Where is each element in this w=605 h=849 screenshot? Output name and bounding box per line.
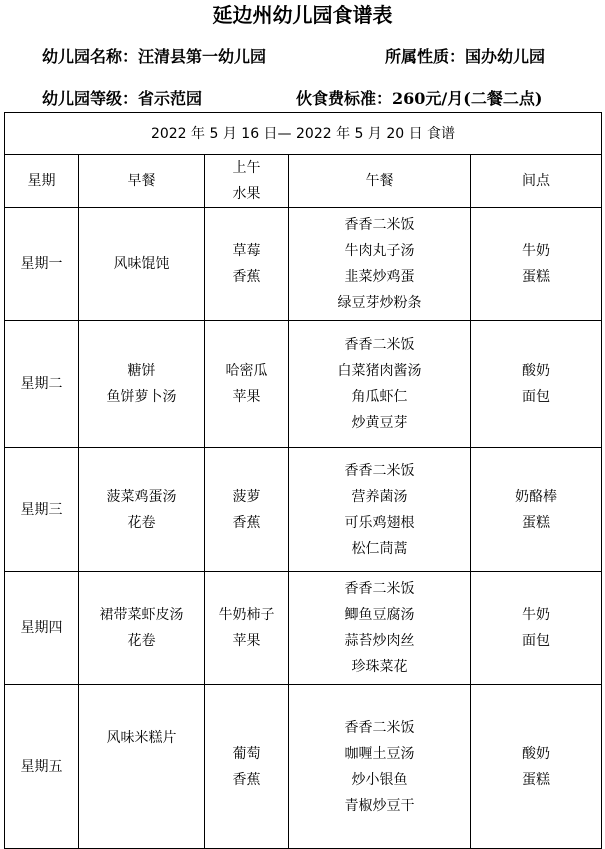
menu-table xyxy=(4,112,602,849)
lunch-cell-item: 青椒炒豆干 xyxy=(344,797,415,814)
weekday-cell: 星期五 xyxy=(5,685,79,849)
lunch-cell xyxy=(289,208,471,321)
header-weekday: 星期 xyxy=(5,155,79,208)
snack-cell xyxy=(471,208,602,321)
fruit-cell xyxy=(205,321,289,448)
snack-cell xyxy=(471,448,602,572)
fruit-cell-item: 香蕉 xyxy=(232,771,261,788)
kindergarten-name: 幼儿园名称：汪清县第一幼儿园 xyxy=(42,47,267,66)
snack-cell xyxy=(471,685,602,849)
lunch-cell-item: 牛肉丸子汤 xyxy=(344,243,415,259)
lunch-cell-item: 鲫鱼豆腐汤 xyxy=(344,607,415,623)
lunch-cell-item: 香香二米饭 xyxy=(344,337,415,353)
fruit-cell xyxy=(205,572,289,685)
header-breakfast: 早餐 xyxy=(79,155,205,208)
weekday-cell: 星期四 xyxy=(5,572,79,685)
table-row xyxy=(5,321,602,448)
breakfast-cell xyxy=(79,572,205,685)
fruit-cell-item: 哈密瓜 xyxy=(225,363,268,379)
snack-cell-item: 蛋糕 xyxy=(522,269,551,285)
lunch-cell-item: 白菜猪肉酱汤 xyxy=(337,363,422,379)
breakfast-cell xyxy=(79,208,205,321)
breakfast-cell-item: 鱼饼萝卜汤 xyxy=(106,389,177,405)
snack-cell xyxy=(471,321,602,448)
snack-cell-item: 酸奶 xyxy=(522,745,551,762)
header-fruit xyxy=(205,155,289,208)
lunch-cell xyxy=(289,572,471,685)
fruit-cell-item: 菠萝 xyxy=(232,488,261,505)
fruit-cell xyxy=(205,448,289,572)
fruit-cell-item: 草莓 xyxy=(232,243,261,259)
breakfast-cell-item: 裙带菜虾皮汤 xyxy=(99,607,184,623)
lunch-cell-item: 咖喱土豆汤 xyxy=(344,745,415,762)
lunch-cell-item: 蒜苔炒肉丝 xyxy=(344,633,415,649)
header-fruit-line2: 水果 xyxy=(232,186,261,202)
header-fruit-line1: 上午 xyxy=(232,160,261,176)
weekday-cell: 星期一 xyxy=(5,208,79,321)
breakfast-cell xyxy=(79,685,205,849)
lunch-cell-item: 松仁茼蒿 xyxy=(351,540,408,557)
table-row xyxy=(5,572,602,685)
table-row xyxy=(5,685,602,849)
table-row xyxy=(5,208,602,321)
lunch-cell-item: 珍珠菜花 xyxy=(351,659,408,675)
lunch-cell-item: 角瓜虾仁 xyxy=(351,389,408,405)
lunch-cell-item: 韭菜炒鸡蛋 xyxy=(344,269,415,285)
snack-cell-item: 蛋糕 xyxy=(522,771,551,788)
snack-cell-item: 酸奶 xyxy=(522,363,551,379)
breakfast-cell-item: 风味馄饨 xyxy=(113,256,170,272)
fruit-cell-item: 苹果 xyxy=(232,389,261,405)
date-range-row xyxy=(5,113,602,155)
snack-cell-item: 面包 xyxy=(522,633,551,649)
snack-cell-item: 面包 xyxy=(522,389,551,405)
breakfast-cell xyxy=(79,448,205,572)
breakfast-cell xyxy=(79,321,205,448)
kindergarten-type: 所属性质：国办幼儿园 xyxy=(385,47,546,66)
snack-cell-item: 牛奶 xyxy=(522,243,551,259)
fruit-cell xyxy=(205,685,289,849)
kindergarten-level: 幼儿园等级：省示范园 xyxy=(42,89,203,108)
lunch-cell-item: 绿豆芽炒粉条 xyxy=(337,295,422,311)
fruit-cell-item: 葡萄 xyxy=(232,745,261,762)
lunch-cell-item: 香香二米饭 xyxy=(344,217,415,233)
date-range: 2022 年 5 月 16 日— 2022 年 5 月 20 日 食谱 xyxy=(5,113,602,155)
fruit-cell-item: 牛奶柿子 xyxy=(218,607,275,623)
lunch-cell xyxy=(289,321,471,448)
page-title: 延边州幼儿园食谱表 xyxy=(212,3,393,27)
lunch-cell-item: 香香二米饭 xyxy=(344,581,415,597)
header-snack: 间点 xyxy=(471,155,602,208)
snack-cell-item: 奶酪棒 xyxy=(515,488,558,505)
lunch-cell xyxy=(289,685,471,849)
breakfast-cell-item: 风味米糕片 xyxy=(106,730,177,746)
lunch-cell-item: 香香二米饭 xyxy=(344,719,415,736)
weekday-cell: 星期二 xyxy=(5,321,79,448)
weekday-cell: 星期三 xyxy=(5,448,79,572)
header-lunch: 午餐 xyxy=(289,155,471,208)
breakfast-cell-item: 花卷 xyxy=(127,514,156,531)
breakfast-cell-item: 糖饼 xyxy=(127,363,156,379)
table-row xyxy=(5,448,602,572)
lunch-cell-item: 香香二米饭 xyxy=(344,462,415,479)
lunch-cell-item: 可乐鸡翅根 xyxy=(344,514,415,531)
fruit-cell-item: 香蕉 xyxy=(232,269,261,285)
snack-cell xyxy=(471,572,602,685)
meal-fee-standard: 伙食费标准：260元/月(二餐二点) xyxy=(296,89,543,108)
header-row xyxy=(5,155,602,208)
fruit-cell-item: 香蕉 xyxy=(232,514,261,531)
lunch-cell-item: 营养菌汤 xyxy=(351,488,408,505)
snack-cell-item: 牛奶 xyxy=(522,607,551,623)
snack-cell-item: 蛋糕 xyxy=(522,514,551,531)
lunch-cell xyxy=(289,448,471,572)
breakfast-cell-item: 花卷 xyxy=(127,633,156,649)
fruit-cell-item: 苹果 xyxy=(232,633,261,649)
lunch-cell-item: 炒黄豆芽 xyxy=(351,415,408,431)
lunch-cell-item: 炒小银鱼 xyxy=(351,771,408,788)
breakfast-cell-item: 菠菜鸡蛋汤 xyxy=(106,488,177,505)
fruit-cell xyxy=(205,208,289,321)
